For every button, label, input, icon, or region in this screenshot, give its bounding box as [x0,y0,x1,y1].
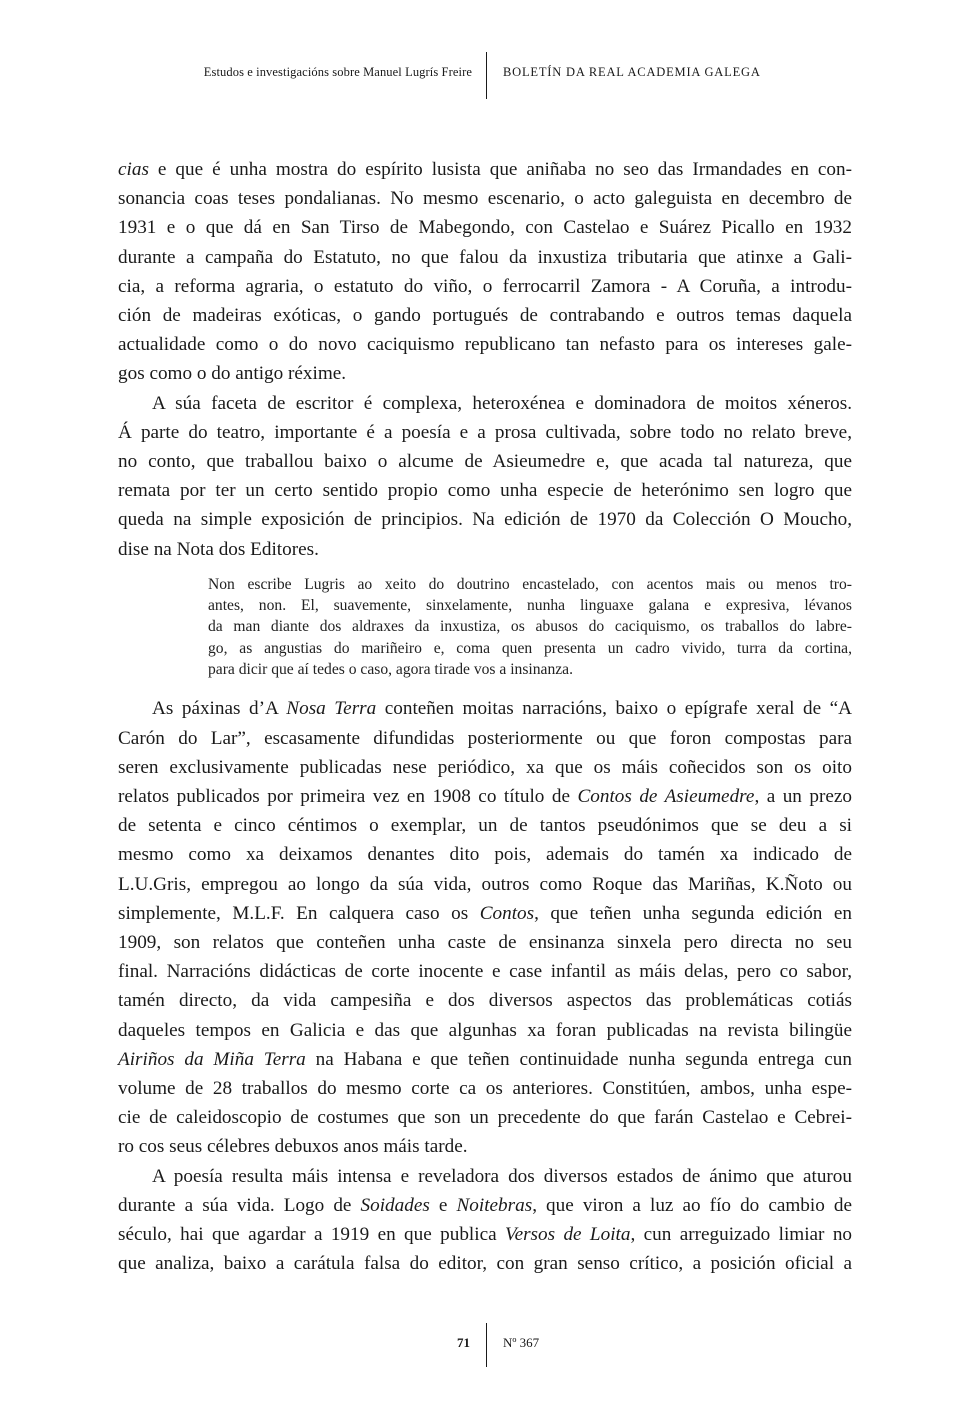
text-line: mesmo como xa deixamos denantes dito pois, ademais do tamén xa indicado de [118,844,852,866]
text-line: gos como o do antigo réxime. [118,363,347,385]
italic-title: Airiños da Miña Terra [118,1048,306,1070]
text-line [118,1220,852,1249]
text: século, hai que agardar a 1919 en que publica [118,1223,505,1245]
text: simplemente, M.L.F. En calquera caso os [118,902,480,924]
quote-line: para dicir que aí tedes o caso, agora tirade vos a insinanza. [208,661,573,679]
text-line: daqueles tempos en Galicia e das que algunhas xa foran publicadas na revista bilingüe [118,1019,852,1041]
text-line: que analiza, baixo a carátula falsa do editor, con gran senso crítico, a posición oficial a [118,1253,852,1275]
italic-title: Noitebras [456,1194,533,1216]
text-line [118,694,852,723]
text-line [118,1045,852,1074]
text-line: final. Narracións didácticas de corte inocente e case infantil as máis delas, pero co sabor, [118,961,852,983]
text: , que viron a luz ao fío do cambio de [532,1194,852,1216]
italic-title: Nosa Terra [286,698,377,720]
text-line: 1931 e o que dá en San Tirso de Mabegondo, con Castelao e Suárez Picallo en 1932 [118,217,852,239]
text-line: A poesía resulta máis intensa e reveladora dos diversos estados de ánimo que aturou [152,1165,852,1187]
italic-title: Contos de Asieumedre [577,785,755,807]
text-line: volume de 28 traballos do mesmo corte ca os anteriores. Constitúen, ambos, unha espe- [118,1077,852,1099]
running-header [0,52,975,100]
text-line: dise na Nota dos Editores. [118,538,319,560]
text: relatos publicados por primeira vez en 1908 co título de [118,785,578,807]
text: conteñen moitas narracións, baixo o epígrafe xeral de “A [376,698,852,720]
text-line: sonancia coas teses pondalianas. No mesmo escenario, o acto galeguista en decembro de [118,188,852,210]
quote-line: Non escribe Lugris ao xeito do doutrino encastelado, con acentos mais ou menos tro- [208,575,852,593]
text-line: cia, a reforma agraria, o estatuto do viño, o ferrocarril Zamora - A Coruña, a introdu- [118,275,852,297]
header-divider [486,52,487,99]
text-line: queda na simple exposición de principios. Na edición de 1970 da Colección O Moucho, [118,509,852,531]
italic-term: cias [118,159,149,180]
text-line: L.U.Gris, empregou ao longo da súa vida, outros como Roque das Mariñas, K.Ñoto ou [118,873,852,895]
text: e que é unha mostra do espírito lusista que aniñaba no seo das Irmandades en con- [148,159,852,180]
quote-line: go, as angustias do mariñeiro e, coma quen presenta un cadro vivido, turra da cortina, [208,639,852,657]
quote-line: antes, non. El, suavemente, sinxelamente, nunha linguaxe galana e expresiva, lévanos [208,597,852,615]
text-line: durante a campaña do Estatuto, no que falou da inxustiza tributaria que atinxe a Gali- [118,246,852,268]
text-line: remata por ter un certo sentido propio como unha especie de heterónimo sen logro que [118,480,852,502]
text-line [118,1191,852,1220]
text-line: actualidade como o do novo caciquismo republicano tan nefasto para os intereses gale- [118,334,852,356]
text: , cun arreguizado limiar no [630,1223,853,1245]
text-line: ción de madeiras exóticas, o gando portugués de contrabando e outros temas daquela [118,305,852,327]
text-line: 1909, son relatos que conteñen unha caste de ensinanza sinxela pero directa no seu [118,931,852,953]
paragraph-continued [118,155,852,389]
text-line: cie de caleidoscopio de costumes que son un precedente do que farán Castelao e Cebrei- [118,1107,852,1129]
header-series-title: Estudos e investigacións sobre Manuel Lugrís Freire [203,65,472,79]
block-quote [208,574,852,680]
text-line: seren exclusivamente publicadas nese periódico, xa que os máis coñecidos son os oito [118,756,852,778]
article-body [118,155,852,1278]
text: , que teñen unha segunda edición en [534,902,853,924]
paragraph-escritor [118,389,852,564]
text-line [118,899,852,928]
paragraph-poesia [118,1162,852,1279]
italic-title: Soidades [360,1194,430,1216]
paragraph-paxinas [118,694,852,1161]
text: , a un prezo [754,785,852,807]
italic-title: Contos [479,902,535,924]
text: As páxinas d’A [152,698,287,720]
text-line: A súa faceta de escritor é complexa, heteroxénea e dominadora de moitos xéneros. [152,392,852,414]
text-line: Á parte do teatro, importante é a poesía e a prosa cultivada, sobre todo no relato breve, [118,421,852,443]
text: na Habana e que teñen continuidade nunha segunda entrega cun [305,1048,852,1070]
quote-line: da man diante dos aldraxes da inxustiza, os abusos do caciquismo, os traballos do labre- [208,618,852,636]
text-line: tamén directo, da vida campesiña e dos diversos aspectos das problemáticas cotiás [118,990,852,1012]
text: durante a súa vida. Logo de [118,1194,361,1216]
text: e [429,1194,457,1216]
header-journal-title: BOLETÍN DA REAL ACADEMIA GALEGA [503,65,761,79]
text-line: de setenta e cinco céntimos o exemplar, un de tantos pseudónimos que se deu a si [118,815,852,837]
footer-divider [486,1323,487,1367]
italic-title: Versos de Loita [504,1223,631,1245]
page-footer [0,1323,975,1368]
text-line: no conto, que traballou baixo o alcume de Asieumedre e, que acada tal natureza, que [118,451,852,473]
text-line [118,782,852,811]
text-line: ro cos seus célebres debuxos anos máis tarde. [118,1136,468,1158]
issue-number: Nº 367 [503,1335,540,1350]
text-line [118,155,852,184]
page-number: 71 [457,1335,470,1350]
text-line: Carón do Lar”, escasamente difundidas posteriormente ou que foron compostas para [118,727,852,749]
